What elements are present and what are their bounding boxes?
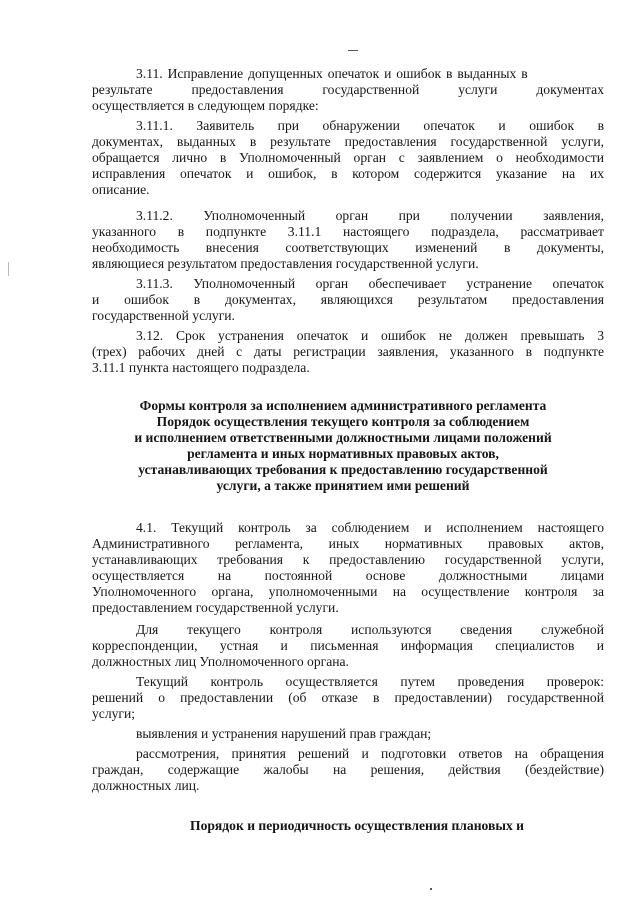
p41-line-6: предоставлением государственной услуги. [92, 600, 339, 615]
section-heading-line-6: услуги, а также принятием ими решений [216, 478, 470, 493]
scan-mark-top [348, 50, 358, 51]
sources-line-1: Для текущего контроля используются сведения служебной [136, 622, 604, 637]
appeals-line-3: должностных лиц. [92, 778, 200, 793]
section-heading-line-2: Порядок осуществления текущего контроля за соблюдением [156, 414, 530, 429]
scan-mark-left [8, 262, 9, 276]
p41-line-1: 4.1. Текущий контроль за соблюдением и исполнением настоящего [136, 520, 604, 535]
violations-line: выявления и устранения нарушений прав граждан; [136, 726, 432, 741]
section-heading-line-3: и исполнением ответственными должностными лицами положений [134, 430, 552, 445]
sources-line-3: должностных лиц Уполномоченного органа. [92, 654, 349, 669]
p3113-line-1: 3.11.3. Уполномоченный орган обеспечивает устранение опечаток [136, 276, 604, 291]
section-heading-line-1: Формы контроля за исполнением административного регламента [139, 398, 547, 413]
appeals-line-1: рассмотрения, принятия решений и подготовки ответов на обращения [136, 746, 604, 761]
p3111-line-5: описание. [92, 182, 150, 197]
checks-line-2: решений о предоставлении (об отказе в предоставлении) государственной [92, 690, 604, 705]
p3111-line-1: 3.11.1. Заявитель при обнаружении опечаток и ошибок в [136, 118, 604, 133]
section-heading-line-5: устанавливающих требования к предоставлению государственной [138, 462, 548, 477]
p3112-line-3: необходимость внесения соответствующих изменений в документы, [92, 240, 604, 255]
p3112-line-2: указанного в подпункте 3.11.1 настоящего подраздела, рассматривает [92, 224, 604, 239]
p41-line-2: Административного регламента, иных нормативных правовых актов, [92, 536, 604, 551]
sources-line-2: корреспонденции, устная и письменная информация специалистов и [92, 638, 604, 653]
p311-line-2: результате предоставления государственной услуги документах [92, 82, 604, 97]
p312-line-3: 3.11.1 пункта настоящего подраздела. [92, 360, 310, 375]
p41-line-3: устанавливающих требования к предоставлению государственной услуги, [92, 552, 604, 567]
p3111-line-2: документах, выданных в результате предоставления государственной услуги, [92, 134, 604, 149]
p3112-line-1: 3.11.2. Уполномоченный орган при получении заявления, [136, 208, 604, 223]
p3111-line-4: исправления опечаток и ошибок, в котором содержится указание на их [92, 166, 604, 181]
p3112-line-4: являющиеся результатом предоставления государственной услуги. [92, 256, 479, 271]
p3113-line-3: государственной услуги. [92, 308, 235, 323]
p311-line-1: 3.11. Исправление допущенных опечаток и ошибок в выданных в [136, 66, 528, 81]
p311-line-3: осуществляется в следующем порядке: [92, 98, 319, 113]
p3113-line-2: и ошибок в документах, являющихся результатом предоставления [92, 292, 604, 307]
appeals-line-2: граждан, содержащие жалобы на решения, действия (бездействие) [92, 762, 604, 777]
p41-line-4: осуществляется на постоянной основе должностными лицами [92, 568, 604, 583]
p312-line-1: 3.12. Срок устранения опечаток и ошибок не должен превышать 3 [136, 328, 604, 343]
p312-line-2: (трех) рабочих дней с даты регистрации заявления, указанного в подпункте [92, 344, 604, 359]
section-heading-line-4: регламента и иных нормативных правовых актов, [187, 446, 499, 461]
checks-line-3: услуги; [92, 706, 136, 721]
checks-line-1: Текущий контроль осуществляется путем проведения проверок: [136, 674, 604, 689]
scan-mark-bottom [430, 888, 432, 890]
p3111-line-3: обращается лично в Уполномоченный орган с заявлением о необходимости [92, 150, 604, 165]
next-section-heading: Порядок и периодичность осуществления плановых и [190, 818, 524, 833]
p41-line-5: Уполномоченного органа, уполномоченными на осуществление контроля за [92, 584, 604, 599]
